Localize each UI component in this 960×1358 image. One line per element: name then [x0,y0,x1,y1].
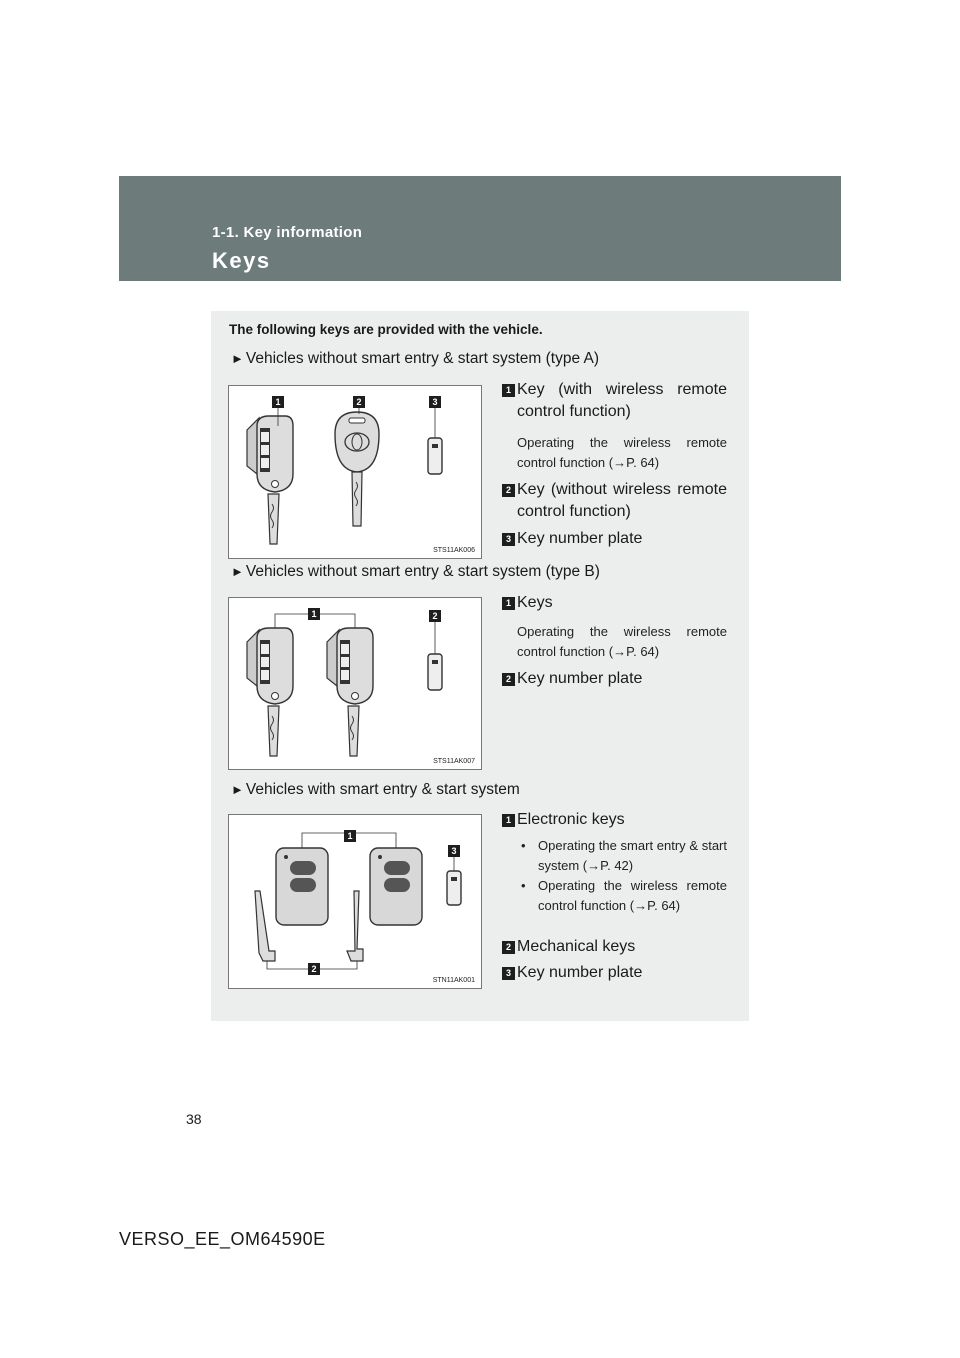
item-key-number-plate: 2 Key number plate [502,668,727,690]
item-key-with-remote: 1 Key (with wireless remote control function) [502,379,727,423]
figure-keys-smart-entry [228,814,482,989]
item-note: Operating the wireless remote control function (→P. 64) [517,624,727,659]
page-number: 38 [186,1111,202,1127]
callout-2: 2 [429,610,441,622]
item-key-number-plate: 3 Key number plate [502,962,727,984]
figure-code: STS11AK007 [433,758,475,765]
item-bullet: • Operating the wireless remote control function (→P. 64) [521,878,727,913]
item-note: Operating the wireless remote control function (→P. 64) [517,435,727,470]
callout-1: 1 [272,396,284,408]
item-key-number-plate: 3 Key number plate [502,528,727,550]
keys-type-b-illustration [229,598,481,769]
keys-type-a-illustration [229,386,481,558]
page-title: Keys [212,248,271,273]
callout-1: 1 [308,608,320,620]
intro-text: The following keys are provided with the vehicle. [229,322,543,337]
document-code: VERSO_EE_OM64590E [119,1229,326,1249]
figure-code: STS11AK006 [433,547,475,554]
item-electronic-keys: 1 Electronic keys [502,809,727,831]
arrow-icon: ► [231,782,244,797]
item-bullet: • Operating the smart entry & start system (→P. 42) [521,838,727,873]
item-keys: 1 Keys [502,592,727,614]
item-mechanical-keys: 2 Mechanical keys [502,936,727,958]
callout-3: 3 [429,396,441,408]
variant-heading-c: ► Vehicles with smart entry & start system [231,781,520,798]
callout-2: 2 [353,396,365,408]
content-panel [211,311,749,1021]
callout-2: 2 [308,963,320,975]
figure-keys-type-b [228,597,482,770]
variant-heading-a: ► Vehicles without smart entry & start system (type A) [231,350,600,367]
callout-1: 1 [344,830,356,842]
figure-keys-type-a [228,385,482,559]
item-key-without-remote: 2 Key (without wireless remote control function) [502,479,727,523]
figure-code: STN11AK001 [432,977,475,984]
arrow-icon: ► [231,351,244,366]
section-title: 1-1. Key information [212,224,363,241]
arrow-icon: ► [231,564,244,579]
variant-heading-b: ► Vehicles without smart entry & start system (type B) [231,563,600,580]
chapter-header [119,176,841,281]
callout-3: 3 [448,845,460,857]
